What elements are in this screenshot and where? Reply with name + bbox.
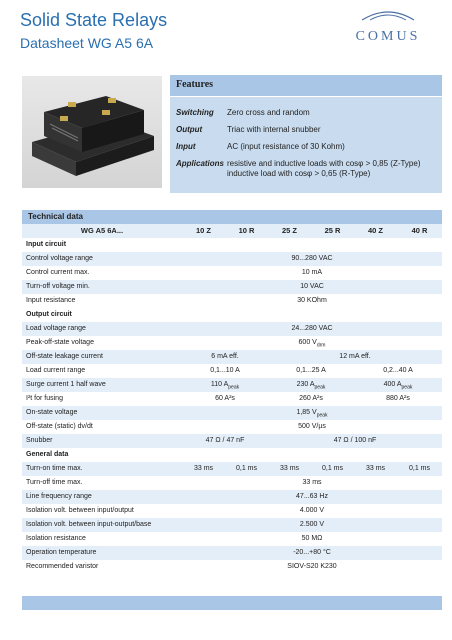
row-value: 4.000 V [299, 507, 325, 514]
table-row [22, 322, 442, 336]
row-value: 260 A²s [299, 395, 323, 402]
feature-label-output: Output [176, 125, 203, 134]
row-label: Off-state (static) dv/dt [26, 423, 93, 430]
value-subscript: peak [316, 412, 328, 419]
table-header-row [22, 224, 442, 238]
row-value: 50 MΩ [301, 535, 323, 542]
row-value: 0,2...40 A [383, 367, 413, 374]
row-value: -20...+80 °C [293, 549, 331, 556]
row-label: Control current max. [26, 269, 90, 276]
features-header [170, 75, 442, 97]
section-general [22, 448, 442, 462]
feature-label-input: Input [176, 142, 196, 151]
footer-bar [22, 596, 442, 610]
feature-value-input: AC (input resistance of 30 Kohm) [227, 142, 345, 151]
row-label: Recommended varistor [26, 563, 99, 570]
row-label: Turn-off time max. [26, 479, 83, 486]
row-value: 880 A²s [386, 395, 410, 402]
features-title: Features [176, 79, 214, 90]
row-label: Operation temperature [26, 549, 97, 556]
table-row [22, 518, 442, 532]
row-label: Isolation volt. between input-output/base [26, 521, 152, 528]
row-value: 47...63 Hz [296, 493, 328, 500]
feature-label-switching: Switching [176, 108, 214, 117]
col-header: 10 R [238, 226, 255, 235]
row-label: Input resistance [26, 297, 76, 304]
row-value: 0,1 ms [235, 465, 257, 472]
row-value: 90...280 VAC [291, 255, 333, 262]
row-value: 0,1 ms [321, 465, 343, 472]
row-label: Isolation volt. between input/output [26, 507, 134, 514]
row-label: Turn-on time max. [26, 465, 83, 472]
row-value: 2.500 V [299, 521, 325, 528]
value-subscript: peak [228, 384, 240, 391]
row-label: Load voltage range [26, 325, 86, 332]
feature-value-output: Triac with internal snubber [227, 125, 321, 134]
features-panel [170, 75, 442, 193]
technical-data-title: Technical data [28, 212, 83, 221]
feature-value-applications: resistive and inductive loads with cosφ > 0,85 (Z-Type) [227, 159, 421, 168]
row-value: 33 ms [193, 465, 214, 472]
row-label: Control voltage range [26, 255, 93, 262]
page-subtitle: Datasheet WG A5 6A [20, 35, 154, 51]
row-value: 500 V/µs [298, 423, 326, 430]
logo-text: COMUS [355, 29, 421, 44]
row-label: Line frequency range [26, 493, 92, 500]
technical-data-header [22, 210, 442, 224]
table-row [22, 476, 442, 490]
value-subscript: peak [314, 384, 326, 391]
value-subscript: drm [316, 342, 326, 349]
model-label: WG A5 6A... [80, 226, 124, 235]
table-row [22, 294, 442, 308]
row-value: 33 ms [302, 479, 322, 486]
col-header: 40 R [411, 226, 428, 235]
row-value: 0,1 ms [408, 465, 430, 472]
row-value: 10 mA [301, 269, 323, 276]
product-photo [22, 76, 162, 188]
section-title: General data [26, 451, 69, 458]
value-text: 600 V [298, 339, 317, 346]
table-row [22, 490, 442, 504]
row-value: 60 A²s [215, 395, 235, 402]
value-subscript: peak [401, 384, 413, 391]
row-value: 33 ms [279, 465, 300, 472]
row-value: 47 Ω / 47 nF [205, 437, 245, 444]
table-row [22, 434, 442, 448]
logo-mark-icon [358, 8, 418, 22]
row-label: On-state voltage [26, 409, 78, 416]
row-label: Load current range [26, 367, 86, 374]
table-row [22, 462, 442, 476]
section-title: Output circuit [26, 311, 72, 318]
table-row [22, 280, 442, 294]
col-header: 25 R [324, 226, 341, 235]
table-row [22, 350, 442, 364]
value-text: 230 A [296, 381, 315, 388]
row-label: Surge current 1 half wave [26, 381, 106, 388]
value-text: 1,85 V [296, 409, 317, 416]
row-value: 33 ms [365, 465, 386, 472]
feature-label-applications: Applications [176, 159, 225, 168]
page-title: Solid State Relays [20, 10, 168, 30]
row-value: 0,1...25 A [296, 367, 326, 374]
row-value: 10 VAC [300, 283, 324, 290]
row-value: 47 Ω / 100 nF [333, 437, 377, 444]
relay-image [22, 76, 162, 188]
row-value: 0,1...10 A [210, 367, 240, 374]
feature-value-applications-2: inductive load with cosφ > 0,65 (R-Type) [227, 169, 371, 178]
value-text: 110 A [210, 381, 229, 388]
table-row [22, 532, 442, 546]
row-label: Turn-off voltage min. [26, 283, 90, 290]
table-row [22, 406, 442, 420]
comus-logo [338, 8, 438, 45]
section-title: Input circuit [26, 241, 67, 248]
section-input [22, 238, 442, 252]
row-value: 30 KOhm [297, 297, 327, 304]
table-row [22, 364, 442, 378]
table-row [22, 266, 442, 280]
row-value: SIOV-S20 K230 [287, 563, 337, 570]
table-row [22, 336, 442, 350]
row-label: Peak-off-state voltage [26, 339, 94, 346]
feature-value-switching: Zero cross and random [227, 108, 310, 117]
row-value: 12 mA eff. [339, 353, 371, 360]
row-label: Snubber [26, 437, 53, 444]
row-label: I²t for fusing [26, 395, 63, 402]
row-label: Isolation resistance [26, 535, 86, 542]
row-label: Off-state leakage current [26, 353, 103, 360]
table-row [22, 504, 442, 518]
col-header: 40 Z [367, 226, 383, 235]
table-row [22, 560, 442, 574]
table-row [22, 546, 442, 560]
table-row [22, 252, 442, 266]
row-value: 6 mA eff. [211, 353, 239, 360]
table-row [22, 420, 442, 434]
row-value: 24...280 VAC [291, 325, 333, 332]
col-header: 25 Z [281, 226, 297, 235]
col-header: 10 Z [195, 226, 211, 235]
value-text: 400 A [383, 381, 402, 388]
section-output [22, 308, 442, 322]
table-row [22, 392, 442, 406]
table-row [22, 378, 442, 392]
